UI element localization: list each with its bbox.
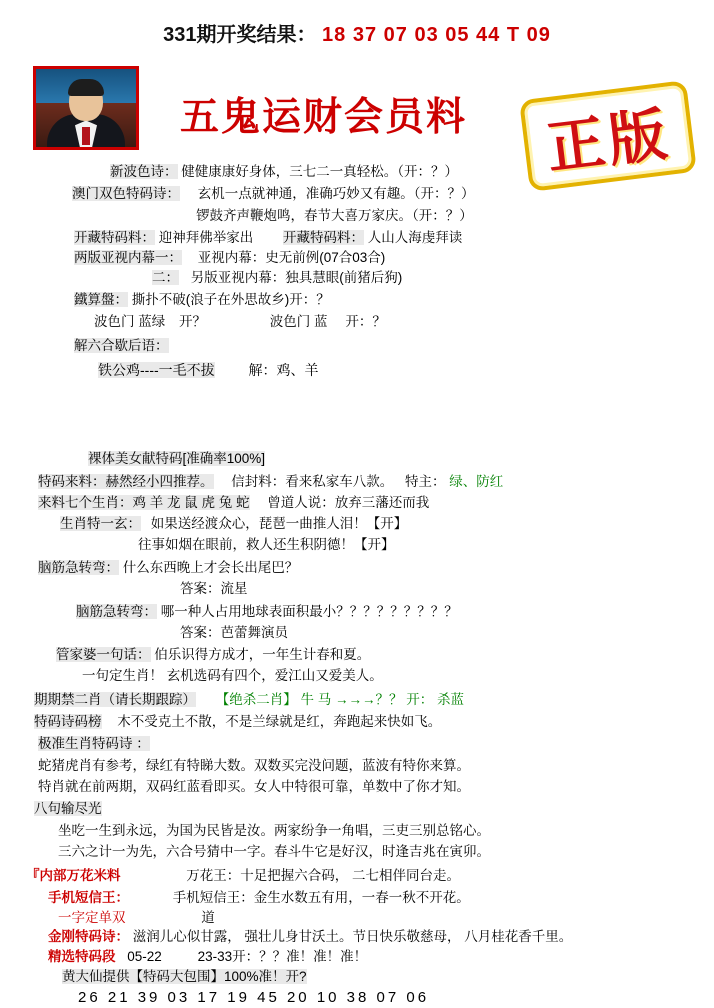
row-text: 管家婆一句话： [56,647,151,662]
row-text-b: 三六之计一为先，六合号猜中一字。春斗牛它是好汉，时逢吉兆在寅卯。 [58,844,490,859]
row-label: 铁公鸡----一毛不拔 [98,362,215,378]
list-item [110,160,458,180]
row-text-b: 坐吃一生到永远，为国为民皆是汝。两家纷争一角唱，三吏三别总铭心。 [58,823,490,838]
row-label: 开藏特码料： [74,230,155,245]
sms-king-label: 手机短信王： [48,890,129,905]
row-text-b: 伯乐识得方成才，一年生计春和夏。 [154,647,371,662]
list-item [180,621,288,641]
row-text-b: 木不受克土不散，不是兰绿就是红，奔跑起来快如飞。 [117,714,442,729]
list-item [138,533,395,553]
lottery-result-header [0,18,714,47]
row-label: 新波色诗： [110,164,178,179]
row-text-b: 一句定生肖！ 玄机选码有四个，爱江山又爱美人。 [82,668,383,683]
row-text: 来料七个生肖：鸡 羊 龙 鼠 虎 兔 蛇 [38,495,250,510]
row-label: 两版亚视内幕一： [74,250,182,265]
row-text-b: 曾道人说：放弃三藩还而我 [267,495,430,510]
list-item [34,797,102,817]
row-text-2: 开：？ [345,314,386,329]
list-item [76,600,458,620]
row-text: 八句输尽光 [34,801,102,816]
list-item [180,577,248,597]
huangdaxian-row [62,965,307,985]
list-item [152,266,402,286]
row-text-b: 信封料：看来私家车八款。 [231,474,394,489]
numbers-row-1: 26 21 39 03 17 19 45 20 10 38 07 06 [78,989,430,1006]
select-segment-label: 精选特码段 [48,949,116,964]
row-text-d: 绿、防红 [449,474,504,489]
list-item [38,775,470,795]
one-word-row [58,906,215,926]
select-segment-row [48,945,367,965]
lottery-numbers: 18 37 07 03 05 44 T 09 [322,24,551,46]
select-segment-b: 23-33开：？？准！准！准！ [197,949,368,964]
list-item [58,840,490,860]
list-item [74,226,462,246]
row-label-2: 波色门 蓝 [269,314,328,329]
sms-king-text: 手机短信王：金生水数五有用，一春一秋不开花。 [172,890,470,905]
stamp-label: 正版 [542,99,675,183]
row-text: 开？ [179,314,207,329]
row-text-c: 特主： [405,474,446,489]
kingkong-text: 滋润儿心似甘露， 强壮儿身甘沃土。节日快乐敬慈母， 八月桂花香千里。 [132,929,573,944]
row-text-b: 哪一种人占用地球表面积最小？？？？？？？？？ [160,604,458,619]
inner-material-row [26,864,460,884]
row-text: 撕扑不破(浪子在外思故乡)开：？ [131,292,330,307]
list-item [58,819,490,839]
nude-title-label: 裸体美女献特码[准确率100%] [88,451,266,466]
row-text: 特肖就在前两期，双码红蓝看即买。女人中特很可靠，单数中了你才知。 [38,779,470,794]
list-item [60,512,407,532]
row-text: 脑筋急转弯： [38,560,119,575]
list-item [196,204,473,224]
avatar-tie [82,127,90,146]
nude-title [88,447,265,467]
status-badge [519,80,697,192]
list-item [56,643,370,663]
row-label: 解六合歇后语： [74,338,169,353]
row-text: 蛇猪虎肖有参考，绿红有特睇大数。双数买完没问题，蓝波有特你来算。 [38,758,470,773]
row-text: 另版亚视内幕：独具慧眼(前猪后狗) [190,270,403,285]
one-word-label: 一字定单双 [58,910,126,925]
sms-king-row [48,886,470,906]
kingkong-label: 金刚特码诗： [48,929,129,944]
list-item [74,288,330,308]
row-text: 解：鸡、羊 [248,362,319,378]
avatar [33,66,139,150]
list-item [38,754,470,774]
row-text-b: 【绝杀二肖】 牛 马 →→→？？ 开： 杀蓝 [215,692,465,707]
list-item [74,246,385,266]
list-item [98,360,319,380]
page-title: 五鬼运财会员料 [180,95,468,140]
list-item [38,491,429,511]
list-item [38,556,298,576]
row-text: 特码诗码榜 [34,714,102,729]
row-label: 波色门 蓝绿 [94,314,166,329]
row-text: 亚视内幕：史无前例(07合03合) [197,250,386,265]
row-text-b: 往事如烟在眼前，救人还生积阴德！【开】 [138,537,395,552]
row-text-b: 答案：芭蕾舞演员 [180,625,288,640]
row-text: 迎神拜佛举家出 [158,230,254,245]
row-text: 玄机一点就神通，准确巧妙又有趣。（开：？） [197,186,475,201]
list-item [82,664,383,684]
list-item [72,182,475,202]
list-item [34,710,441,730]
kingkong-row [48,925,572,945]
row-text: 脑筋急转弯： [76,604,157,619]
wanhua-text: 万花王：十足把握六合码， 二七相伴同台走。 [186,868,461,883]
one-word-text: 道 [201,910,215,925]
select-segment-a: 05-22 [127,949,162,964]
row-label: 澳门双色特码诗： [72,186,180,201]
lottery-period-label: 331期开奖结果： [163,24,317,46]
list-item [38,470,503,490]
row-text-2: 人山人海虔拜读 [367,230,463,245]
row-text: 生肖特一玄： [60,516,141,531]
avatar-hair [68,79,104,96]
list-item [94,310,386,330]
row-text-b: 如果送经渡众心，琵琶一曲推人泪！【开】 [150,516,408,531]
row-label-2: 开藏特码料： [283,230,365,245]
row-text: 极准生肖特码诗 ： [38,736,150,751]
row-text: 锣鼓齐声鞭炮鸣，春节大喜万家庆。（开：？） [196,208,473,223]
inner-material-label: 『内部万花米料 [26,868,121,883]
row-text: 健健康康好身体，三七二一真轻松。（开：？） [181,164,459,179]
row-text: 期期禁二肖（请长期跟踪） [34,692,196,707]
row-label: 二： [152,270,179,285]
list-item [34,688,464,708]
row-label: 鐵算盤： [74,292,128,307]
huangdaxian-label: 黄大仙提供【特码大包围】100%准！开? [62,969,307,984]
list-item [74,334,169,354]
list-item [38,732,150,752]
row-text: 特码来料：赫然经小四推荐。 [38,474,214,489]
row-text-b: 答案：流星 [180,581,248,596]
row-text-b: 什么东西晚上才会长出尾巴？ [122,560,299,575]
